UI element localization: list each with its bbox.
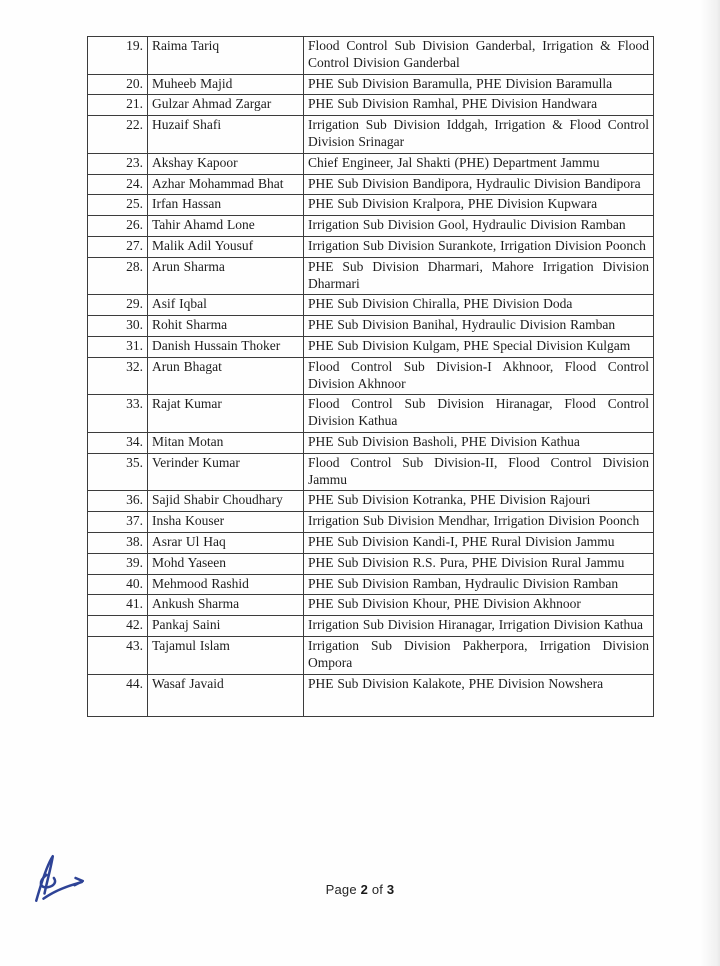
officer-name: Malik Adil Yousuf <box>148 236 304 257</box>
posting-detail: PHE Sub Division Bandipora, Hydraulic Division Bandipora <box>304 174 654 195</box>
row-serial-number: 23. <box>88 153 148 174</box>
posting-detail: Irrigation Sub Division Surankote, Irrigation Division Poonch <box>304 236 654 257</box>
footer-page-word: Page <box>325 882 357 897</box>
table-row <box>88 574 654 595</box>
postings-table-body <box>88 37 654 717</box>
posting-detail: PHE Sub Division Khour, PHE Division Akhnoor <box>304 595 654 616</box>
page-footer <box>0 882 720 897</box>
table-row <box>88 116 654 154</box>
table-row <box>88 674 654 717</box>
table-row <box>88 216 654 237</box>
posting-detail: PHE Sub Division Ramhal, PHE Division Handwara <box>304 95 654 116</box>
row-serial-number: 31. <box>88 336 148 357</box>
table-row <box>88 491 654 512</box>
footer-of-word: of <box>371 882 384 897</box>
posting-detail: Irrigation Sub Division Iddgah, Irrigation & Flood Control Division Srinagar <box>304 116 654 154</box>
table-row <box>88 37 654 75</box>
table-row <box>88 532 654 553</box>
footer-total-pages: 3 <box>386 882 395 897</box>
posting-detail: Flood Control Sub Division-II, Flood Control Division Jammu <box>304 453 654 491</box>
table-row <box>88 512 654 533</box>
posting-detail: Irrigation Sub Division Gool, Hydraulic Division Ramban <box>304 216 654 237</box>
officer-name: Mehmood Rashid <box>148 574 304 595</box>
table-row <box>88 195 654 216</box>
row-serial-number: 24. <box>88 174 148 195</box>
table-row <box>88 174 654 195</box>
posting-detail: Flood Control Sub Division-I Akhnoor, Flood Control Division Akhnoor <box>304 357 654 395</box>
posting-detail: PHE Sub Division Dharmari, Mahore Irrigation Division Dharmari <box>304 257 654 295</box>
row-serial-number: 30. <box>88 316 148 337</box>
row-serial-number: 28. <box>88 257 148 295</box>
table-row <box>88 636 654 674</box>
officer-name: Azhar Mohammad Bhat <box>148 174 304 195</box>
posting-detail: Flood Control Sub Division Ganderbal, Irrigation & Flood Control Division Ganderbal <box>304 37 654 75</box>
table-row <box>88 595 654 616</box>
row-serial-number: 22. <box>88 116 148 154</box>
posting-detail: Flood Control Sub Division Hiranagar, Flood Control Division Kathua <box>304 395 654 433</box>
row-serial-number: 37. <box>88 512 148 533</box>
table-row <box>88 74 654 95</box>
officer-name: Asrar Ul Haq <box>148 532 304 553</box>
officer-name: Raima Tariq <box>148 37 304 75</box>
row-serial-number: 39. <box>88 553 148 574</box>
officer-name: Gulzar Ahmad Zargar <box>148 95 304 116</box>
officer-name: Muheeb Majid <box>148 74 304 95</box>
table-row <box>88 153 654 174</box>
posting-detail: Irrigation Sub Division Hiranagar, Irrigation Division Kathua <box>304 616 654 637</box>
row-serial-number: 32. <box>88 357 148 395</box>
posting-detail: PHE Sub Division Kralpora, PHE Division Kupwara <box>304 195 654 216</box>
officer-name: Ankush Sharma <box>148 595 304 616</box>
row-serial-number: 40. <box>88 574 148 595</box>
postings-table <box>87 36 654 717</box>
officer-name: Mohd Yaseen <box>148 553 304 574</box>
posting-detail: PHE Sub Division R.S. Pura, PHE Division Rural Jammu <box>304 553 654 574</box>
table-row <box>88 395 654 433</box>
table-row <box>88 432 654 453</box>
row-serial-number: 44. <box>88 674 148 717</box>
officer-name: Asif Iqbal <box>148 295 304 316</box>
row-serial-number: 35. <box>88 453 148 491</box>
posting-detail: PHE Sub Division Kandi-I, PHE Rural Division Jammu <box>304 532 654 553</box>
officer-name: Sajid Shabir Choudhary <box>148 491 304 512</box>
posting-detail: PHE Sub Division Kalakote, PHE Division Nowshera <box>304 674 654 717</box>
scan-edge-shadow <box>700 0 720 966</box>
row-serial-number: 19. <box>88 37 148 75</box>
row-serial-number: 34. <box>88 432 148 453</box>
row-serial-number: 38. <box>88 532 148 553</box>
officer-name: Wasaf Javaid <box>148 674 304 717</box>
row-serial-number: 33. <box>88 395 148 433</box>
posting-detail: Irrigation Sub Division Mendhar, Irrigation Division Poonch <box>304 512 654 533</box>
posting-detail: PHE Sub Division Banihal, Hydraulic Division Ramban <box>304 316 654 337</box>
posting-detail: PHE Sub Division Kotranka, PHE Division Rajouri <box>304 491 654 512</box>
row-serial-number: 25. <box>88 195 148 216</box>
table-row <box>88 553 654 574</box>
officer-name: Verinder Kumar <box>148 453 304 491</box>
officer-name: Akshay Kapoor <box>148 153 304 174</box>
row-serial-number: 27. <box>88 236 148 257</box>
row-serial-number: 26. <box>88 216 148 237</box>
table-row <box>88 616 654 637</box>
officer-name: Huzaif Shafi <box>148 116 304 154</box>
table-row <box>88 236 654 257</box>
officer-name: Insha Kouser <box>148 512 304 533</box>
table-row <box>88 316 654 337</box>
row-serial-number: 41. <box>88 595 148 616</box>
posting-detail: PHE Sub Division Chiralla, PHE Division Doda <box>304 295 654 316</box>
table-row <box>88 336 654 357</box>
officer-name: Arun Sharma <box>148 257 304 295</box>
row-serial-number: 42. <box>88 616 148 637</box>
officer-name: Mitan Motan <box>148 432 304 453</box>
row-serial-number: 36. <box>88 491 148 512</box>
officer-name: Danish Hussain Thoker <box>148 336 304 357</box>
row-serial-number: 29. <box>88 295 148 316</box>
table-row <box>88 257 654 295</box>
posting-detail: Irrigation Sub Division Pakherpora, Irrigation Division Ompora <box>304 636 654 674</box>
officer-name: Pankaj Saini <box>148 616 304 637</box>
posting-detail: PHE Sub Division Ramban, Hydraulic Division Ramban <box>304 574 654 595</box>
posting-detail: PHE Sub Division Kulgam, PHE Special Division Kulgam <box>304 336 654 357</box>
footer-current-page: 2 <box>360 882 369 897</box>
officer-name: Tajamul Islam <box>148 636 304 674</box>
officer-name: Rohit Sharma <box>148 316 304 337</box>
row-serial-number: 21. <box>88 95 148 116</box>
table-row <box>88 453 654 491</box>
posting-detail: Chief Engineer, Jal Shakti (PHE) Department Jammu <box>304 153 654 174</box>
row-serial-number: 20. <box>88 74 148 95</box>
officer-name: Irfan Hassan <box>148 195 304 216</box>
table-row <box>88 295 654 316</box>
posting-detail: PHE Sub Division Basholi, PHE Division Kathua <box>304 432 654 453</box>
table-row <box>88 357 654 395</box>
officer-name: Arun Bhagat <box>148 357 304 395</box>
handwritten-signature-mark <box>29 852 89 906</box>
posting-detail: PHE Sub Division Baramulla, PHE Division Baramulla <box>304 74 654 95</box>
table-row <box>88 95 654 116</box>
officer-name: Rajat Kumar <box>148 395 304 433</box>
officer-name: Tahir Ahamd Lone <box>148 216 304 237</box>
row-serial-number: 43. <box>88 636 148 674</box>
